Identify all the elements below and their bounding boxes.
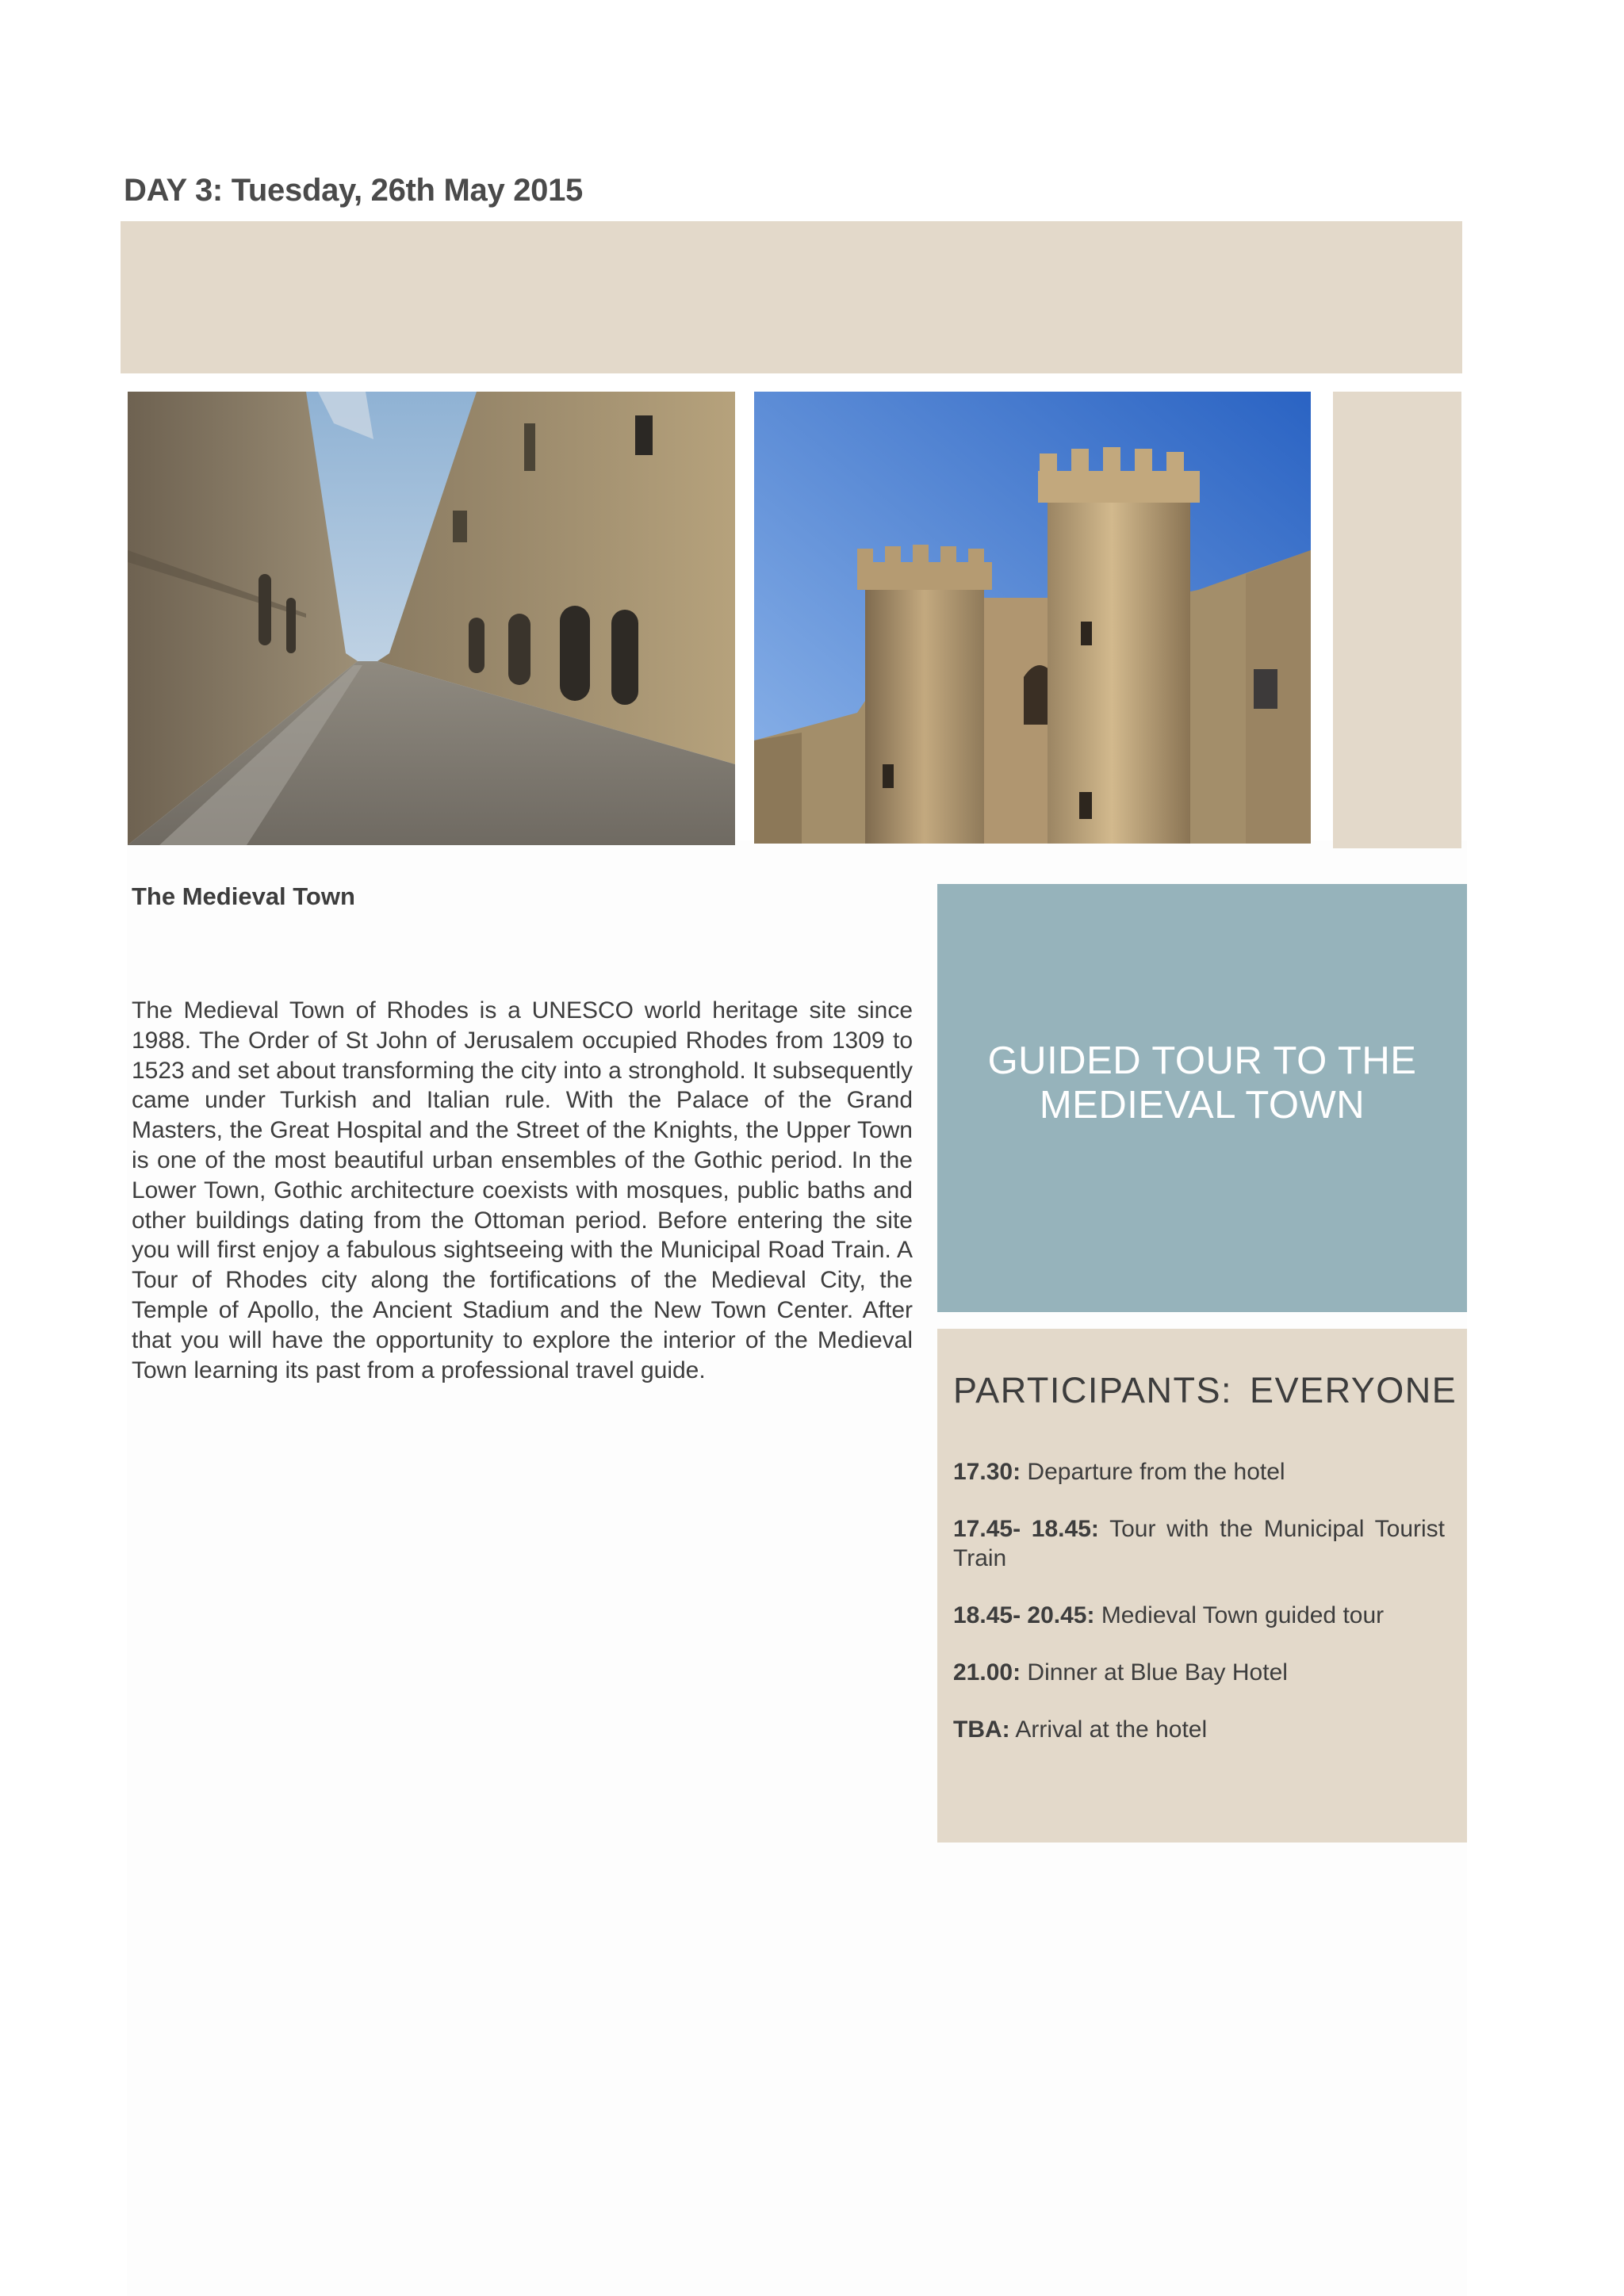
schedule-text: Tour with the Municipal Tourist Train xyxy=(953,1516,1445,1571)
schedule-text: Dinner at Blue Bay Hotel xyxy=(1027,1659,1288,1686)
header-banner xyxy=(121,221,1462,373)
schedule-time: 18.45- 20.45: xyxy=(953,1602,1095,1628)
schedule-item xyxy=(953,1457,1445,1487)
section-description: The Medieval Town of Rhodes is a UNESCO world heritage site since 1988. The Order of St John of Jerusalem occupied Rhodes from 1309 to 1523 and set about transforming the city into a stronghold. It subsequently came under Turkish and Italian rule. With the Palace of the Grand Masters, the Great Hospital and the Street of the Knights, the Upper Town is one of the most beautiful urban ensembles of the Gothic period. In the Lower Town, Gothic architecture coexists with mosques, public baths and other buildings dating from the Ottoman period. Before entering the site you will first enjoy a fabulous sightseeing with the Municipal Road Train. A Tour of Rhodes city along the fortifications of the Medieval City, the Temple of Apollo, the Ancient Stadium and the New Town Center. After that you will have the opportunity to explore the interior of the Medieval Town learning its past from a professional travel guide. xyxy=(132,997,913,1383)
schedule-item xyxy=(953,1715,1445,1744)
schedule-time: 21.00: xyxy=(953,1659,1021,1686)
guided-tour-title: GUIDED TOUR TO THE MEDIEVAL TOWN xyxy=(987,1039,1417,1127)
section-title: The Medieval Town xyxy=(132,882,355,910)
day-title: DAY 3: Tuesday, 26th May 2015 xyxy=(124,173,583,208)
street-of-the-knights-photo xyxy=(128,392,735,845)
schedule-time: TBA: xyxy=(953,1716,1010,1743)
participants-title: PARTICIPANTS: EVERYONE xyxy=(953,1370,1457,1410)
participants-box xyxy=(937,1329,1467,1843)
side-accent-strip xyxy=(1333,392,1461,848)
schedule-time: 17.45- 18.45: xyxy=(953,1516,1099,1542)
schedule-item xyxy=(953,1601,1445,1630)
schedule-text: Departure from the hotel xyxy=(1027,1459,1285,1485)
schedule-text: Arrival at the hotel xyxy=(1015,1716,1208,1743)
schedule-list xyxy=(953,1457,1445,1744)
palace-of-grand-masters-photo xyxy=(754,392,1311,844)
schedule-item xyxy=(953,1658,1445,1687)
guided-tour-box xyxy=(937,884,1467,1312)
schedule-text: Medieval Town guided tour xyxy=(1101,1602,1385,1628)
schedule-item xyxy=(953,1514,1445,1573)
schedule-time: 17.30: xyxy=(953,1459,1021,1485)
